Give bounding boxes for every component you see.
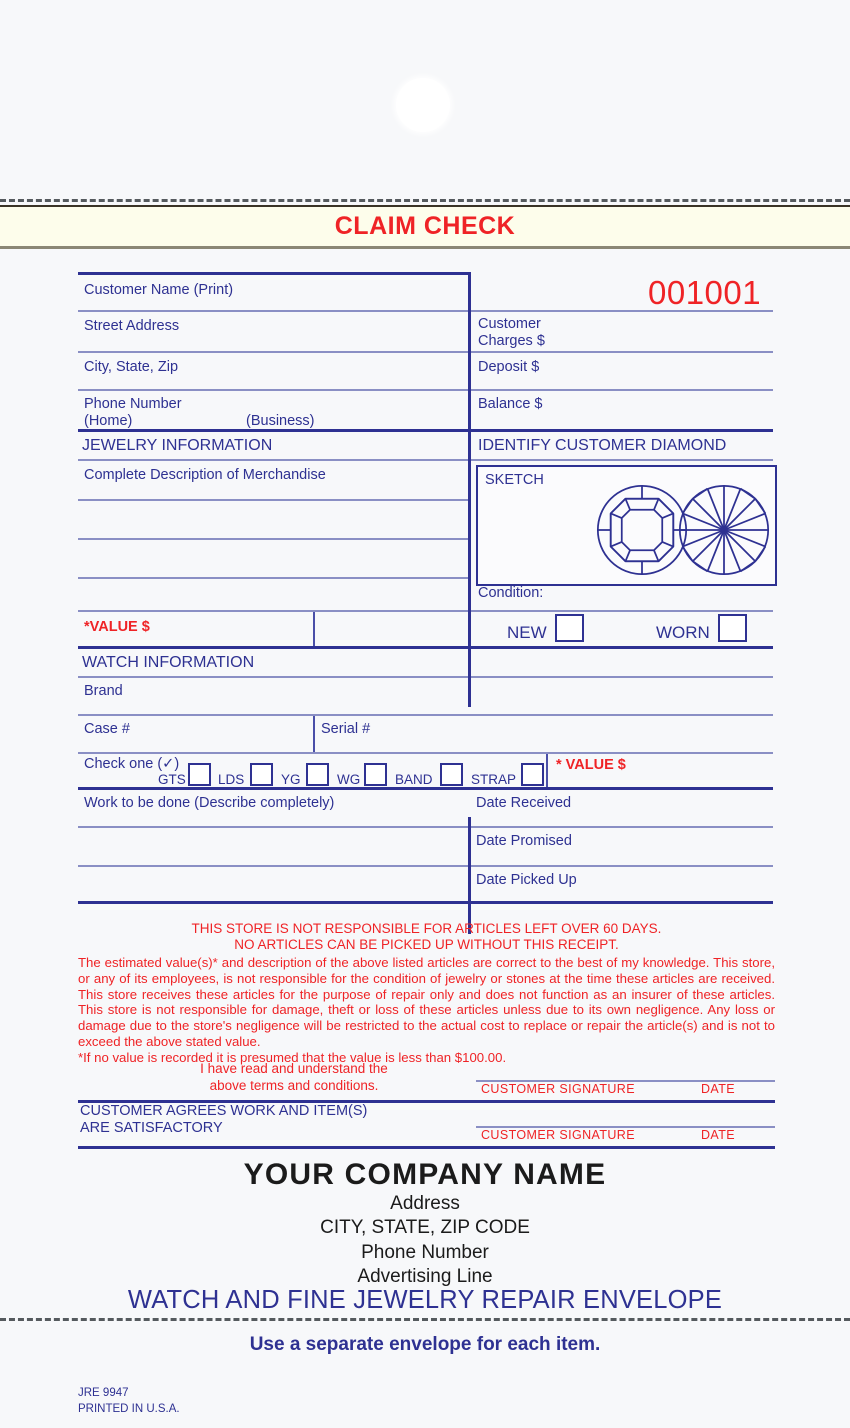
value-row-divider (313, 612, 315, 648)
identify-customer-diamond-title: IDENTIFY CUSTOMER DIAMOND (478, 437, 727, 454)
work-to-be-done-label: Work to be done (Describe completely) (84, 795, 335, 811)
date-picked-up-label: Date Picked Up (476, 872, 577, 888)
row-phone-balance (78, 389, 773, 429)
envelope-title: WATCH AND FINE JEWELRY REPAIR ENVELOPE (127, 1286, 723, 1314)
divider-jewelry-diamond (468, 484, 471, 707)
option-label-gts: GTS (158, 772, 186, 787)
date-label-2: DATE (701, 1128, 736, 1142)
row-work-date-picked-up (78, 865, 773, 904)
company-phone: Phone Number (361, 1241, 489, 1263)
condition-label: Condition: (478, 585, 544, 601)
field-customer-name[interactable] (78, 272, 470, 310)
option-checkbox-strap[interactable] (521, 763, 544, 786)
row-work-date-promised (78, 826, 773, 865)
description-rule-3 (78, 577, 470, 579)
customer-signature-label-2: CUSTOMER SIGNATURE (481, 1128, 635, 1142)
row-case-serial (78, 714, 773, 752)
merchandise-description-label: Complete Description of Merchandise (84, 467, 326, 483)
check-one-label: Check one (✓) (84, 756, 180, 772)
sketch-label: SKETCH (485, 472, 544, 488)
disclaimer-head-line-2: NO ARTICLES CAN BE PICKED UP WITHOUT THIS RECEIPT. (234, 936, 619, 952)
divider-work-dates (468, 817, 471, 934)
condition-worn-checkbox[interactable] (718, 614, 747, 642)
form-body (78, 272, 773, 904)
description-rule-2 (78, 538, 470, 540)
date-label-1: DATE (701, 1082, 736, 1096)
option-label-strap: STRAP (471, 772, 517, 787)
condition-new-checkbox[interactable] (555, 614, 584, 642)
option-checkbox-band[interactable] (440, 763, 463, 786)
option-label-yg: YG (281, 772, 301, 787)
envelope-top-tab (0, 0, 850, 197)
watch-value-label: * VALUE $ (556, 757, 626, 773)
perforation-line-top (0, 199, 850, 202)
hang-hole (396, 78, 450, 132)
watch-information-title: WATCH INFORMATION (82, 654, 255, 671)
date-received-label: Date Received (476, 795, 572, 811)
row-street-charges (78, 310, 773, 351)
claim-check-title: CLAIM CHECK (334, 212, 516, 240)
diamond-sketch-box[interactable] (476, 465, 777, 586)
customer-signature-label-1: CUSTOMER SIGNATURE (481, 1082, 635, 1096)
diamond-crown-icon (596, 484, 688, 576)
brand-label: Brand (84, 683, 123, 699)
signature-section-bottom-rule (78, 1146, 775, 1149)
street-address-label: Street Address (84, 318, 180, 334)
row-check-one (78, 752, 773, 787)
city-state-zip-label: City, State, Zip (84, 359, 179, 375)
customer-charges-label-line2: Charges $ (478, 333, 545, 349)
case-serial-divider (313, 716, 315, 754)
customer-name-label: Customer Name (Print) (84, 282, 234, 298)
row-jewelry-value-condition (78, 610, 773, 646)
serial-number: 001001 (648, 274, 762, 311)
phone-home-label: (Home) (84, 413, 133, 429)
disclaimer-head-line-1: THIS STORE IS NOT RESPONSIBLE FOR ARTICLES LEFT OVER 60 DAYS. (191, 921, 662, 936)
condition-worn-label: WORN (656, 623, 710, 642)
option-label-wg: WG (337, 772, 361, 787)
option-checkbox-gts[interactable] (188, 763, 211, 786)
customer-agrees-line-1: CUSTOMER AGREES WORK AND ITEM(S) (80, 1103, 368, 1119)
balance-label: Balance $ (478, 396, 543, 412)
deposit-label: Deposit $ (478, 359, 540, 375)
option-label-lds: LDS (218, 772, 245, 787)
separate-envelope-note: Use a separate envelope for each item. (249, 1334, 601, 1355)
field-brand[interactable] (78, 676, 773, 714)
phone-number-label: Phone Number (84, 396, 182, 412)
row-city-deposit (78, 351, 773, 389)
option-checkbox-yg[interactable] (306, 763, 329, 786)
row-watch-information-header (78, 646, 773, 676)
company-advertising-line: Advertising Line (357, 1265, 493, 1287)
phone-business-label: (Business) (246, 413, 315, 429)
case-number-label: Case # (84, 721, 130, 737)
condition-new-label: NEW (507, 623, 547, 642)
disclaimer-block (78, 921, 775, 1066)
terms-read-line-2: above terms and conditions. (209, 1078, 379, 1093)
disclaimer-note: *If no value is recorded it is presumed that the value is less than $100.00. (78, 1049, 507, 1065)
diamond-pavilion-icon (678, 484, 770, 576)
option-checkbox-wg[interactable] (364, 763, 387, 786)
company-address: Address (390, 1193, 460, 1214)
customer-agrees-line-2: ARE SATISFACTORY (80, 1120, 223, 1136)
printed-in-usa: PRINTED IN U.S.A. (78, 1403, 180, 1415)
jewelry-information-title: JEWELRY INFORMATION (82, 437, 273, 454)
row-description-sketch (78, 459, 773, 610)
company-name: YOUR COMPANY NAME (243, 1158, 607, 1191)
company-city-state-zip: CITY, STATE, ZIP CODE (320, 1217, 530, 1239)
divider-upper-main (468, 272, 471, 484)
customer-charges-label-line1: Customer (478, 316, 541, 332)
check-one-value-divider (546, 754, 548, 789)
description-rule-1 (78, 499, 470, 501)
print-code: JRE 9947 (78, 1387, 129, 1399)
date-promised-label: Date Promised (476, 833, 572, 849)
option-checkbox-lds[interactable] (250, 763, 273, 786)
signature-section (78, 1055, 775, 1145)
perforation-line-bottom (0, 1318, 850, 1321)
claim-check-banner (0, 207, 850, 249)
jewelry-value-label: *VALUE $ (84, 619, 150, 635)
row-work-date-received (78, 787, 773, 826)
terms-read-line-1: I have read and understand the (200, 1061, 388, 1076)
row-section-headers (78, 429, 773, 459)
option-label-band: BAND (395, 772, 433, 787)
disclaimer-body: The estimated value(s)* and description of the above listed articles are correct to the best of my knowledge. This store, or any of its employees, is not responsible for the condition of jewelry or stones at the time these articles are received. This store receives these articles for the purpose of repair only and does not function as an insurer of these articles. This store is not responsible for damage, theft or loss of these articles unless due to its own negligence. Any loss or damage due to the store's negligence will be restricted to the actual cost to replace or repair the article(s) and is not to exceed the above stated value. (78, 954, 775, 1050)
serial-number-label: Serial # (321, 721, 371, 737)
company-block (0, 1158, 850, 1289)
